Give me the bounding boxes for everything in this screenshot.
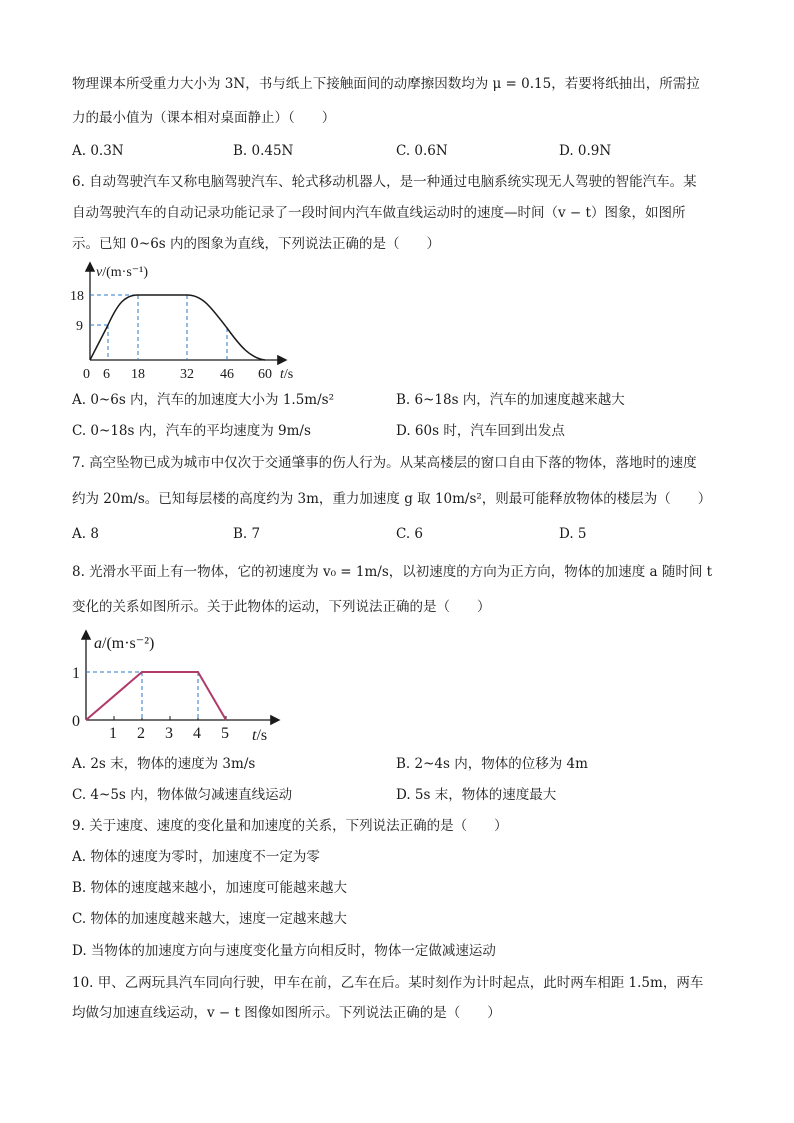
q6-vt-graph <box>70 258 300 383</box>
q8-xtick-3: 3 <box>165 725 173 742</box>
q5-option-d: D. 0.9N <box>559 143 612 159</box>
q8-line-2: 变化的关系如图所示。关于此物体的运动，下列说法正确的是（ ） <box>72 599 491 615</box>
q8-y-label: a/(m·s⁻²) <box>94 635 155 652</box>
q7-option-d: D. 5 <box>559 526 587 542</box>
q6-line-2: 自动驾驶汽车的自动记录功能记录了一段时间内汽车做直线运动时的速度—时间（v − t）图象，如图所 <box>72 205 686 221</box>
q6-xtick-60: 60 <box>258 367 272 382</box>
q6-ytick-18: 18 <box>70 289 84 304</box>
q8-line-1: 8. 光滑水平面上有一物体，它的初速度为 v₀ = 1m/s，以初速度的方向为正方向，物体的加速度 a 随时间 t <box>72 564 713 580</box>
q8-option-b: B. 2~4s 内，物体的位移为 4m <box>396 756 588 772</box>
q9-option-a: A. 物体的速度为零时，加速度不一定为零 <box>72 849 320 865</box>
q8-xtick-2: 2 <box>137 725 145 742</box>
q8-xtick-4: 4 <box>193 725 201 742</box>
q10-line-2: 均做匀加速直线运动，v − t 图像如图所示。下列说法正确的是（ ） <box>72 1005 501 1021</box>
q6-xtick-6: 6 <box>103 367 110 382</box>
q8-option-d: D. 5s 末，物体的速度最大 <box>396 787 557 803</box>
q10-line-1: 10. 甲、乙两玩具汽车同向行驶，甲车在前，乙车在后。某时刻作为计时起点，此时两车相距 1.5m，两车 <box>72 975 704 991</box>
q5-option-a: A. 0.3N <box>72 143 124 159</box>
q7-line-1: 7. 高空坠物已成为城市中仅次于交通肇事的伤人行为。从某高楼层的窗口自由下落的物体，落地时的速度 <box>72 455 697 471</box>
q9-option-b: B. 物体的速度越来越小，加速度可能越来越大 <box>72 880 348 896</box>
q6-ytick-9: 9 <box>76 319 83 334</box>
q8-xtick-5: 5 <box>221 725 229 742</box>
q8-option-c: C. 4~5s 内，物体做匀减速直线运动 <box>72 787 293 803</box>
q8-xtick-1: 1 <box>109 725 117 742</box>
q7-option-c: C. 6 <box>396 526 424 542</box>
q5-line-2: 力的最小值为（课本相对桌面静止）（ ） <box>72 110 336 126</box>
q8-option-a: A. 2s 末，物体的速度为 3m/s <box>72 756 256 772</box>
q8-origin: 0 <box>72 713 80 730</box>
q6-xtick-18: 18 <box>131 367 145 382</box>
q6-option-a: A. 0~6s 内，汽车的加速度大小为 1.5m/s² <box>72 392 334 408</box>
q7-option-a: A. 8 <box>72 526 99 542</box>
q6-xtick-32: 32 <box>180 367 194 382</box>
q6-origin: 0 <box>83 367 90 382</box>
q6-x-label: t/s <box>280 367 294 382</box>
q6-option-b: B. 6~18s 内，汽车的加速度越来越大 <box>396 392 625 408</box>
q9-option-c: C. 物体的加速度越来越大，速度一定越来越大 <box>72 911 347 927</box>
q6-xtick-46: 46 <box>220 367 234 382</box>
q9-line-1: 9. 关于速度、速度的变化量和加速度的关系，下列说法正确的是（ ） <box>72 818 508 834</box>
q6-line-3: 示。已知 0~6s 内的图象为直线，下列说法正确的是（ ） <box>72 236 440 252</box>
q6-line-1: 6. 自动驾驶汽车又称电脑驾驶汽车、轮式移动机器人，是一种通过电脑系统实现无人驾驶的智能汽车。某 <box>72 174 697 190</box>
q7-line-2: 约为 20m/s。已知每层楼的高度约为 3m，重力加速度 g 取 10m/s²，则最可能释放物体的楼层为（ ） <box>72 491 712 507</box>
q8-ytick-1: 1 <box>72 665 80 682</box>
q5-option-b: B. 0.45N <box>233 143 294 159</box>
q8-at-graph <box>70 628 290 746</box>
q6-option-d: D. 60s 时，汽车回到出发点 <box>396 423 565 439</box>
q5-line-1: 物理课本所受重力大小为 3N，书与纸上下接触面间的动摩擦因数均为 μ = 0.15，若要将纸抽出，所需拉 <box>72 76 700 92</box>
q6-y-label: v/(m·s⁻¹) <box>96 265 149 280</box>
q9-option-d: D. 当物体的加速度方向与速度变化量方向相反时，物体一定做减速运动 <box>72 943 496 959</box>
q6-option-c: C. 0~18s 内，汽车的平均速度为 9m/s <box>72 423 311 439</box>
q5-option-c: C. 0.6N <box>396 143 448 159</box>
q8-x-label: t/s <box>252 727 268 744</box>
q7-option-b: B. 7 <box>233 526 261 542</box>
q6-vt-curve <box>90 295 265 360</box>
q8-at-curve <box>86 672 226 720</box>
